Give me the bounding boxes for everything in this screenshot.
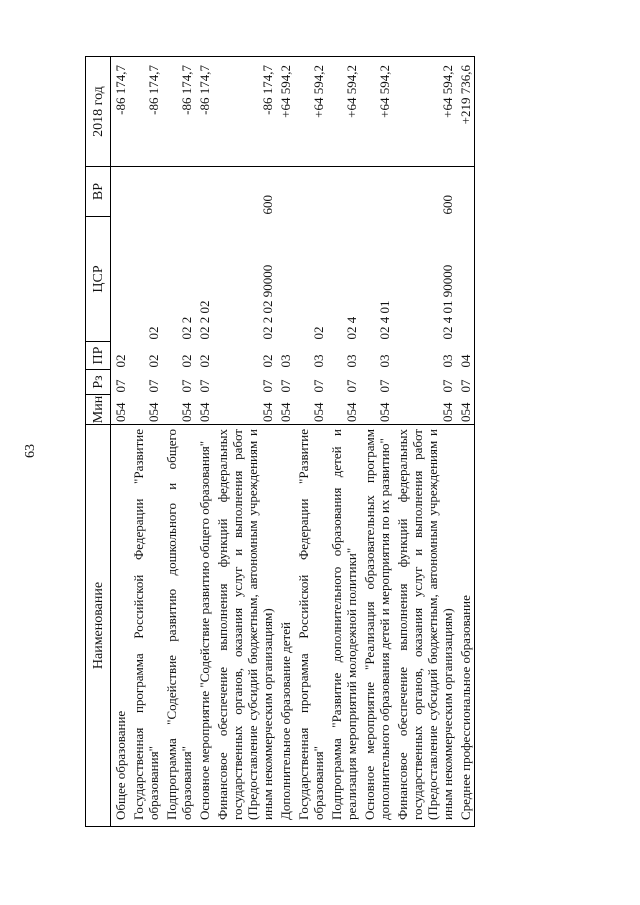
table-row xyxy=(456,57,475,827)
cell-name: Общее образование xyxy=(111,425,130,827)
cell-min: 054 xyxy=(327,395,360,425)
cell-csr: 02 xyxy=(146,326,161,340)
budget-table-rotated xyxy=(85,57,610,827)
cell-value: +64 594,2 xyxy=(276,57,294,167)
table-row xyxy=(129,57,162,827)
cell-vr xyxy=(360,167,393,217)
cell-vr: 600 xyxy=(440,195,455,215)
header-pr: ПР xyxy=(86,342,111,370)
cell-pr: 03 xyxy=(440,354,455,368)
cell-rz: 07 xyxy=(440,379,455,393)
table-row xyxy=(327,57,360,827)
header-year: 2018 год xyxy=(86,57,111,167)
cell-pr: 03 xyxy=(344,354,359,368)
cell-pr: 02 xyxy=(113,354,128,368)
cell-rz: 07 xyxy=(278,379,293,393)
cell-name: Среднее профессиональное образование xyxy=(456,425,475,827)
cell-min: 054 xyxy=(129,395,162,425)
cell-value: +219 736,6 xyxy=(456,57,475,167)
cell-min: 054 xyxy=(162,395,195,425)
cell-value: -86 174,7 xyxy=(162,57,195,167)
table-row xyxy=(111,57,130,827)
cell-vr xyxy=(327,167,360,217)
header-name: Наименование xyxy=(86,425,111,827)
table-row xyxy=(294,57,327,827)
cell-rz: 07 xyxy=(113,379,128,393)
cell-rz: 07 xyxy=(179,379,194,393)
table-row xyxy=(213,57,276,827)
cell-pr: 02 xyxy=(197,354,212,368)
cell-vr xyxy=(276,167,294,217)
cell-rz: 07 xyxy=(146,379,161,393)
cell-pr: 03 xyxy=(311,354,326,368)
cell-name: Финансовое обеспечение выполнения функций федеральных государственных органов, оказания услуг и выполнения работ (Предоставление субсидий бюджетным, автономным учреждениям и иным некоммерческим организациям) xyxy=(213,425,276,827)
budget-table xyxy=(85,56,475,827)
header-min: Мин xyxy=(86,395,111,425)
cell-min: 054 xyxy=(111,395,130,425)
cell-min: 054 xyxy=(195,395,213,425)
cell-vr xyxy=(294,167,327,217)
cell-name: Основное мероприятие "Содействие развитию общего образования" xyxy=(195,425,213,827)
cell-min: 054 xyxy=(213,395,276,425)
cell-csr xyxy=(276,217,294,342)
cell-csr: 02 4 01 90000 xyxy=(440,264,455,340)
cell-pr: 02 xyxy=(146,354,161,368)
cell-value: +64 594,2 xyxy=(294,57,327,167)
cell-csr: 02 4 01 xyxy=(377,300,392,340)
cell-rz: 07 xyxy=(344,379,359,393)
cell-name: Дополнительное образование детей xyxy=(276,425,294,827)
cell-pr: 03 xyxy=(278,354,293,368)
cell-value: +64 594,2 xyxy=(393,57,456,167)
cell-rz: 07 xyxy=(260,379,275,393)
cell-vr xyxy=(111,167,130,217)
table-row xyxy=(276,57,294,827)
cell-rz: 07 xyxy=(377,379,392,393)
cell-min: 054 xyxy=(294,395,327,425)
cell-pr: 02 xyxy=(179,354,194,368)
cell-min: 054 xyxy=(456,395,475,425)
cell-vr xyxy=(456,167,475,217)
cell-csr xyxy=(456,217,475,342)
cell-name: Подпрограмма "Содействие развитию дошкольного и общего образования" xyxy=(162,425,195,827)
table-header-row xyxy=(86,57,111,827)
cell-value: -86 174,7 xyxy=(213,57,276,167)
table-row xyxy=(195,57,213,827)
cell-csr: 02 2 xyxy=(179,316,194,340)
cell-vr: 600 xyxy=(260,195,275,215)
cell-value: -86 174,7 xyxy=(129,57,162,167)
cell-name: Подпрограмма "Развитие дополнительного образования детей и реализация мероприятий молодежной политики" xyxy=(327,425,360,827)
cell-pr: 02 xyxy=(260,354,275,368)
header-csr: ЦСР xyxy=(86,217,111,342)
cell-vr xyxy=(129,167,162,217)
cell-rz: 07 xyxy=(311,379,326,393)
page-number: 63 xyxy=(23,444,38,458)
cell-csr: 02 4 xyxy=(344,316,359,340)
cell-min: 054 xyxy=(393,395,456,425)
cell-value: -86 174,7 xyxy=(111,57,130,167)
cell-vr xyxy=(162,167,195,217)
cell-value: -86 174,7 xyxy=(195,57,213,167)
cell-pr: 04 xyxy=(456,342,475,370)
table-row xyxy=(360,57,393,827)
cell-name: Основное мероприятие "Реализация образовательных программ дополнительного образования детей и мероприятия по их развитию" xyxy=(360,425,393,827)
cell-name: Государственная программа Российской Федерации "Развитие образования" xyxy=(129,425,162,827)
cell-value: +64 594,2 xyxy=(327,57,360,167)
cell-csr: 02 2 02 90000 xyxy=(260,264,275,340)
cell-csr xyxy=(111,217,130,342)
cell-csr: 02 xyxy=(311,326,326,340)
cell-rz: 07 xyxy=(197,379,212,393)
cell-min: 054 xyxy=(360,395,393,425)
table-row xyxy=(162,57,195,827)
cell-rz: 07 xyxy=(456,370,475,395)
header-vr: ВР xyxy=(86,167,111,217)
table-row xyxy=(393,57,456,827)
cell-pr: 03 xyxy=(377,354,392,368)
cell-csr: 02 2 02 xyxy=(197,300,212,340)
cell-vr xyxy=(195,167,213,217)
header-rz: Рз xyxy=(86,370,111,395)
cell-value: +64 594,2 xyxy=(360,57,393,167)
cell-name: Финансовое обеспечение выполнения функций федеральных государственных органов, оказания услуг и выполнения работ (Предоставление субсидий бюджетным, автономным учреждениям и иным некоммерческим организациям) xyxy=(393,425,456,827)
cell-name: Государственная программа Российской Федерации "Развитие образования" xyxy=(294,425,327,827)
cell-min: 054 xyxy=(276,395,294,425)
